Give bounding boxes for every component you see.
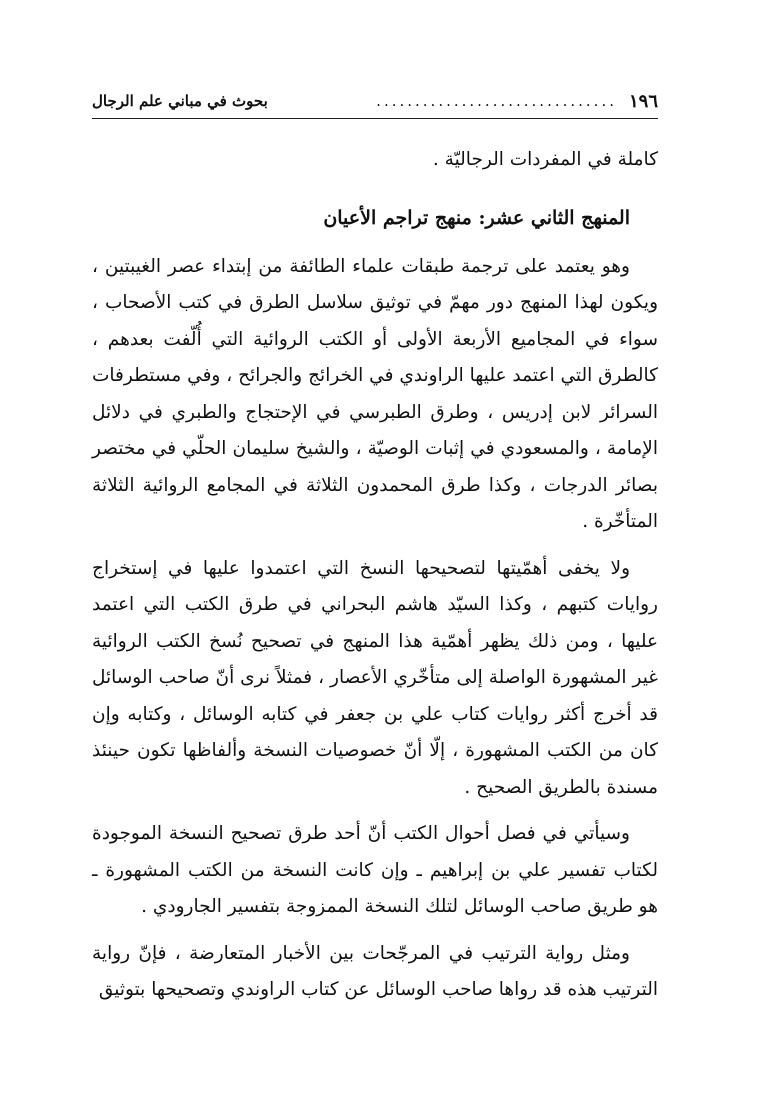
book-title: بحوث في مباني علم الرجال bbox=[92, 92, 268, 110]
page-number: ١٩٦ bbox=[628, 90, 658, 112]
section-heading: المنهج الثاني عشر: منهج تراجم الأعيان bbox=[323, 206, 630, 229]
intro-line: كاملة في المفردات الرجاليّة . bbox=[432, 149, 658, 170]
paragraph-3: وسيأتي في فصل أحوال الكتب أنّ أحد طرق تصحيح النسخة الموجودة لكتاب تفسير علي بن إبراهيم ـ وإن كانت النسخة من الكتب المشهورة ـ هو طريق صاحب الوسائل لتلك النسخة الممزوجة بتفسير الجارودي . bbox=[92, 823, 658, 917]
page-body bbox=[92, 142, 658, 1009]
paragraph-4: ومثل رواية الترتيب في المرجّحات بين الأخبار المتعارضة ، فإنّ رواية الترتيب هذه قد رواها صاحب الوسائل عن كتاب الراوندي وتصحيحها بتوثيق bbox=[92, 942, 658, 1000]
running-header bbox=[92, 86, 658, 116]
paragraph-1: وهو يعتمد على ترجمة طبقات علماء الطائفة من إبتداء عصر الغيبتين ، ويكون لهذا المنهج دور مهمّ في توثيق سلاسل الطرق في كتب الأصحاب ، سواء في المجاميع الأربعة الأولى أو الكتب الروائية التي أُلّفت بعدهم ، كالطرق التي اعتمد عليها الراوندي في الخرائج والجرائح ، وفي مستطرفات السرائر لابن إدريس ، وطرق الطبرسي في الإحتجاج والطبري في دلائل الإمامة ، والمسعودي في إثبات الوصيّة ، والشيخ سليمان الحلّي في مختصر بصائر الدرجات ، وكذا طرق المحمدون الثلاثة في المجامع الروائية الثلاثة المتأخّرة . bbox=[92, 255, 658, 532]
paragraph-2: ولا يخفى أهمّيتها لتصحيحها النسخ التي اعتمدوا عليها في إستخراج روايات كتبهم ، وكذا السيّد هاشم البحراني في طرق الكتب التي اعتمد عليها ، ومن ذلك يظهر أهمّية هذا المنهج في تصحيح نُسخ الكتب الروائية غير المشهورة الواصلة إلى متأخّري الأعصار ، فمثلاً نرى أنّ صاحب الوسائل قد أخرج أكثر روايات كتاب علي بن جعفر في كتابه الوسائل ، وكتابه وإن كان من الكتب المشهورة ، إلّا أنّ خصوصيات النسخة وألفاظها تكون حينئذ مسندة بالطريق الصحيح . bbox=[92, 557, 658, 798]
header-rule bbox=[92, 118, 658, 119]
leader-dots: ............................... bbox=[376, 92, 617, 110]
